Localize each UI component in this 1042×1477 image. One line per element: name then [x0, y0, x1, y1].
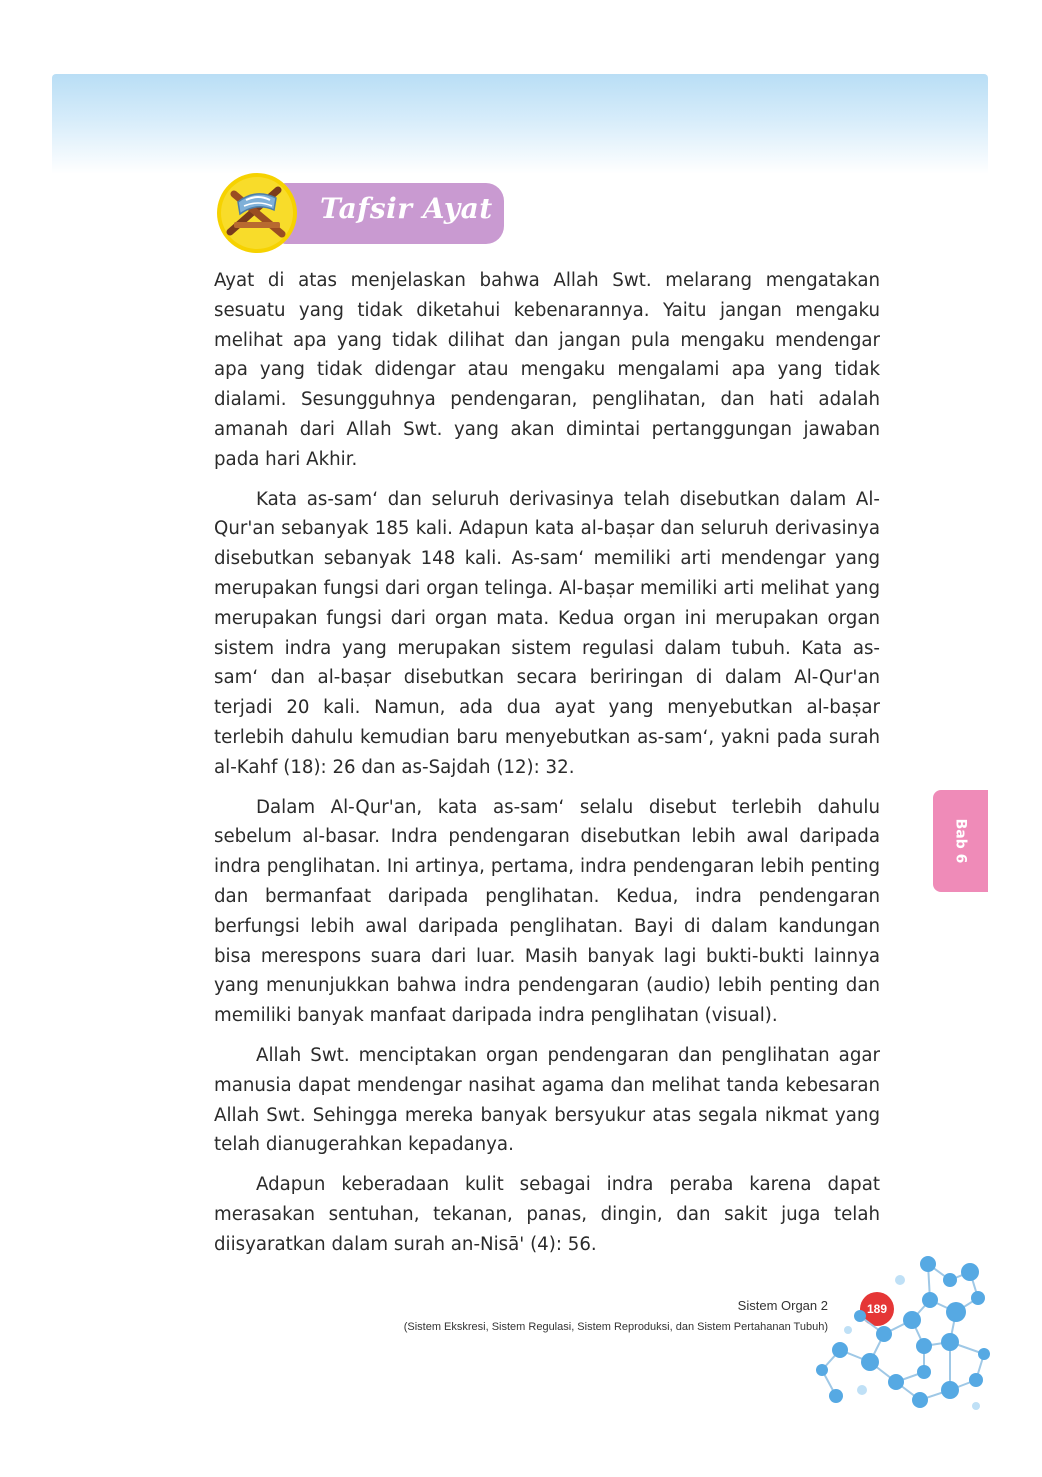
- paragraph-4: Allah Swt. menciptakan organ pendengaran dan penglihatan agar manusia dapat mendengar nasihat agama dan melihat tanda kebesaran Allah Swt. Sehingga mereka banyak bersyukur atas segala nikmat yang telah dianugerahkan kepadanya.: [214, 1044, 880, 1156]
- chapter-tab[interactable]: [933, 790, 988, 892]
- paragraph-2: Kata as-samʻ dan seluruh derivasinya telah disebutkan dalam Al-Qur'an sebanyak 185 kali. Adapun kata al-baṣar dan seluruh derivasinya disebutkan sebanyak 148 kali. As-samʻ memiliki arti mendengar yang merupakan fungsi dari organ telinga. Al-baṣar memiliki arti melihat yang merupakan fungsi dari organ mata. Kedua organ ini merupakan organ sistem indra yang merupakan sistem regulasi dalam tubuh. Kata as-samʻ dan al-baṣar disebutkan secara beriringan di dalam Al-Qur'an terjadi 20 kali. Namun, ada dua ayat yang menyebutkan al-baṣar terlebih dahulu kemudian baru menyebutkan as-samʻ, yakni pada surah al-Kahf (18): 26 dan as-Sajdah (12): 32.: [214, 488, 880, 778]
- heading-title: Tafsir Ayat: [320, 192, 493, 225]
- paragraph-5: Adapun keberadaan kulit sebagai indra peraba karena dapat merasakan sentuhan, tekanan, panas, dingin, dan sakit juga telah diisyaratkan dalam surah an-Nisā' (4): 56.: [214, 1174, 880, 1255]
- paragraph-3: Dalam Al-Qur'an, kata as-samʻ selalu disebut terlebih dahulu sebelum al-basar. Indra pendengaran disebutkan lebih awal daripada indra penglihatan. Ini artinya, pertama, indra pendengaran lebih penting dan bermanfaat daripada penglihatan. Kedua, indra pendengaran berfungsi lebih awal daripada penglihatan. Bayi di dalam kandungan bisa merespons suara dari luar. Masih banyak lagi bukti-bukti lainnya yang menunjukkan bahwa indra pendengaran (audio) lebih penting dan memiliki banyak manfaat daripada indra penglihatan (visual).: [214, 796, 880, 1027]
- chapter-tab-label: Bab 6: [952, 818, 969, 864]
- footer-title: Sistem Organ 2: [737, 1298, 828, 1313]
- footer-subtitle: (Sistem Ekskresi, Sistem Regulasi, Sistem Reproduksi, dan Sistem Pertahanan Tubuh): [403, 1321, 828, 1333]
- quran-on-stand-icon: [216, 172, 298, 254]
- header-band: [52, 74, 988, 174]
- paragraph-1: Ayat di atas menjelaskan bahwa Allah Swt. melarang mengatakan sesuatu yang tidak diketahui kebenarannya. Yaitu jangan mengaku melihat apa yang tidak dilihat dan jangan pula mengaku mendengar apa yang tidak didengar atau mengaku mengalami apa yang tidak dialami. Sesungguhnya pendengaran, penglihatan, dan hati adalah amanah dari Allah Swt. yang akan dimintai pertanggungan jawaban pada hari Akhir.: [214, 270, 880, 470]
- body-text: [214, 266, 880, 1270]
- page-number: 189: [860, 1292, 894, 1326]
- molecule-bubbles-icon: [800, 1250, 990, 1410]
- chapter-tab-label-wrap: [933, 790, 988, 892]
- section-heading: [216, 172, 516, 256]
